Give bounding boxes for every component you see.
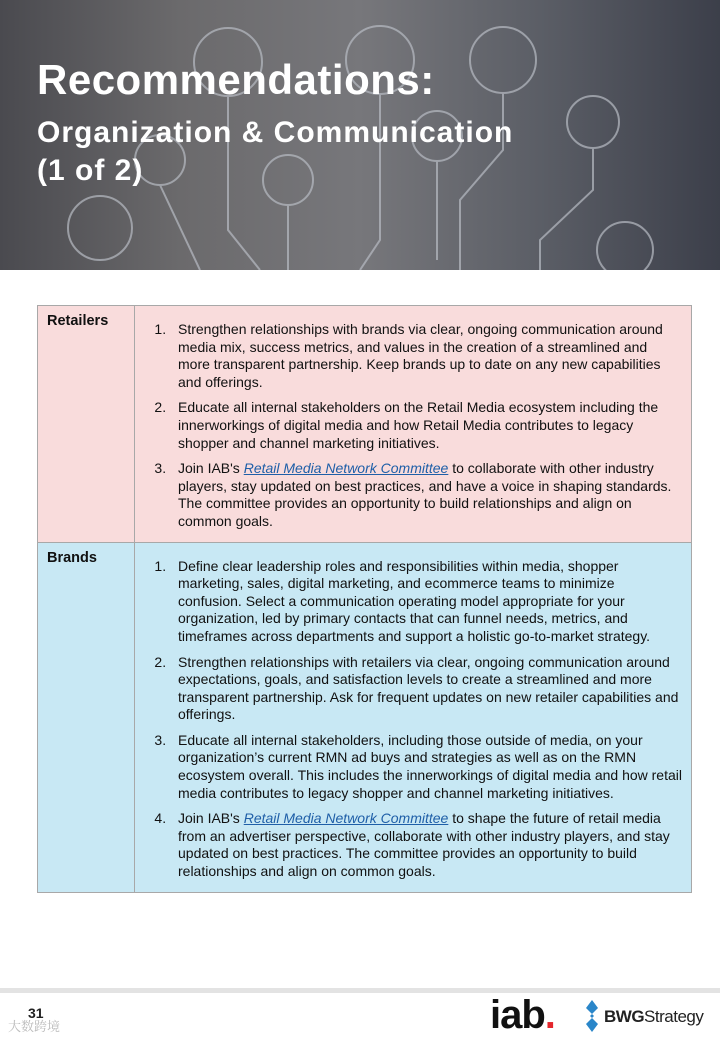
brands-list xyxy=(136,544,690,891)
list-item: 2. Educate all internal stakeholders on the Retail Media ecosystem including the innerworkings of digital media and how Retail Media contributes to legacy shopper and channel marketing initiatives. xyxy=(170,399,682,452)
page-subtitle xyxy=(37,114,513,190)
bwg-logo-icon xyxy=(584,1000,600,1032)
table-row-retailers xyxy=(38,306,692,543)
watermark: 大数跨境 xyxy=(8,1019,61,1034)
subtitle-line-2: (1 of 2) xyxy=(37,154,144,187)
list-item: 1. Define clear leadership roles and responsibilities within media, shopper marketing, sales, digital marketing, and ecommerce teams to minimize confusion. Select a communication operating model appropriate for your organization, led by primary contacts that can funnel needs, metrics, and timeframes across departments and support a holistic go-to-market strategy. xyxy=(170,558,682,646)
recommendations-table xyxy=(37,305,692,893)
list-item: 3. Educate all internal stakeholders, including those outside of media, on your organization’s current RMN ad buys and strategies as well as on the RMN ecosystem overall. This includes the innerworkings of digital media and how retail media contributes to legacy shopper and channel marketing initiatives. xyxy=(170,732,682,802)
row-label: Retailers xyxy=(38,306,135,543)
committee-link[interactable]: Retail Media Network Committee xyxy=(243,810,449,827)
footer-divider xyxy=(0,988,720,993)
retailers-list xyxy=(136,307,690,541)
page-title: Recommendations: xyxy=(37,56,435,103)
list-item: 3. Join IAB's Retail Media Network Committee to collaborate with other industry players, stay updated on best practices, and have a voice in shaping standards. The committee provides an opportunity to build relationships and align on common goals. xyxy=(170,460,682,530)
row-label: Brands xyxy=(38,542,135,892)
page-number: 31 xyxy=(28,1005,44,1021)
iab-logo: iab. xyxy=(490,993,555,1037)
bwg-logo: BWGStrategy xyxy=(604,1007,704,1026)
subtitle-line-1: Organization & Communication xyxy=(37,116,514,149)
table-row-brands xyxy=(38,542,692,892)
committee-link[interactable]: Retail Media Network Committee xyxy=(243,460,449,477)
hero-banner xyxy=(0,0,720,270)
list-item: 4. Join IAB's Retail Media Network Committee to shape the future of retail media from an advertiser perspective, collaborate with other industry players, and stay updated on best practices. The committee provides an opportunity to build relationships and align on common goals. xyxy=(170,810,682,880)
list-item: 1. Strengthen relationships with brands via clear, ongoing communication around media mix, success metrics, and values in the creation of a streamlined and more transparent partnership. Keep brands up to date on any new capabilities and offerings. xyxy=(170,321,682,391)
list-item: 2. Strengthen relationships with retailers via clear, ongoing communication around expectations, goals, and satisfaction levels to create a streamlined and more transparent partnership. Ask for frequent updates on new retailer capabilities and offerings. xyxy=(170,654,682,724)
